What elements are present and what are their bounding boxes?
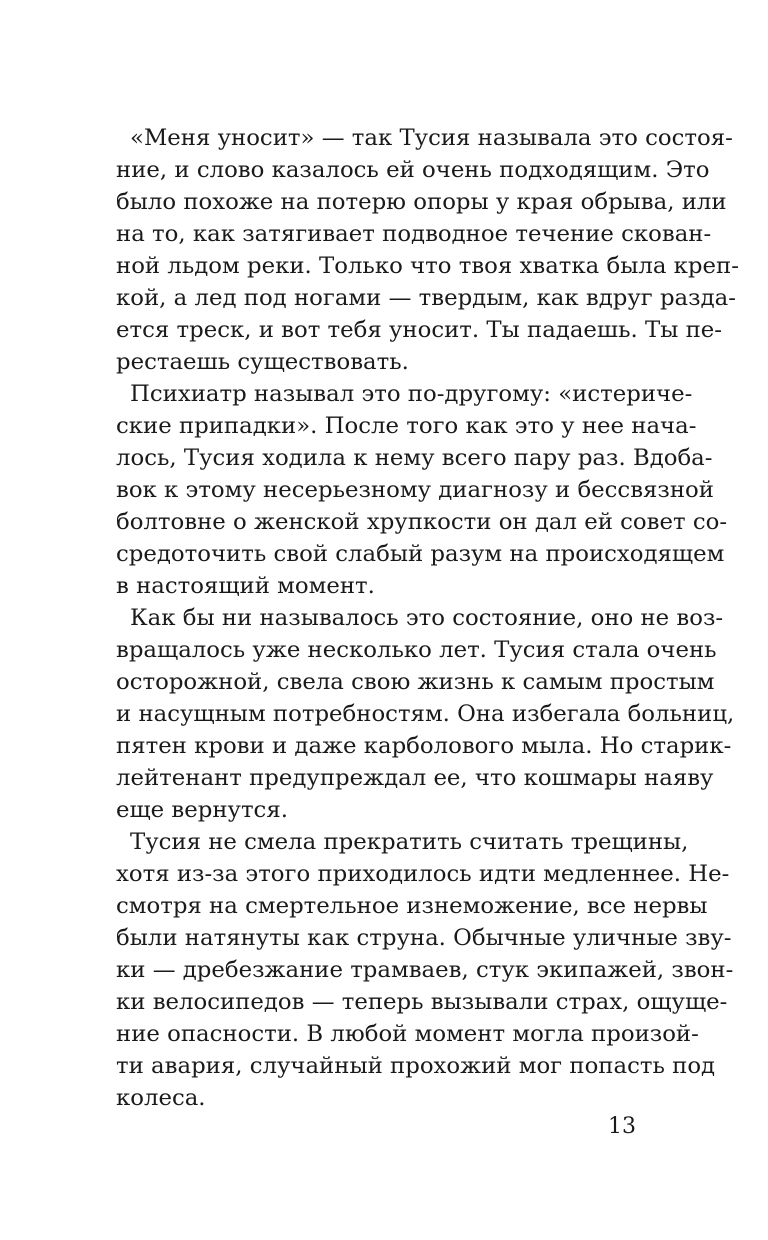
text-line: хотя из-за этого приходилось идти медленнее. Не- bbox=[116, 861, 730, 887]
text-line: Как бы ни называлось это состояние, оно не воз- bbox=[130, 605, 724, 631]
text-line: Психиатр называл это по-другому: «истериче- bbox=[130, 381, 693, 407]
text-line: в настоящий момент. bbox=[116, 573, 375, 599]
text-line: кой, а лед под ногами — твердым, как вдруг разда- bbox=[116, 285, 736, 311]
text-line: средоточить свой слабый разум на происходящем bbox=[116, 541, 725, 567]
text-line: рестаешь существовать. bbox=[116, 349, 409, 375]
paragraph-3 bbox=[116, 602, 735, 826]
text-line: болтовне о женской хрупкости он дал ей совет со- bbox=[116, 509, 728, 535]
text-line: пятен крови и даже карболового мыла. Но старик- bbox=[116, 733, 732, 759]
text-line: ние, и слово казалось ей очень подходящим. Это bbox=[116, 157, 710, 183]
text-line: колеса. bbox=[116, 1085, 206, 1111]
text-line: ется треск, и вот тебя уносит. Ты падаешь. Ты пе- bbox=[116, 317, 722, 343]
text-line: ки велосипедов — теперь вызывали страх, ощуще- bbox=[116, 989, 728, 1015]
text-line: лейтенант предупреждал ее, что кошмары наяву bbox=[116, 765, 714, 791]
text-line: смотря на смертельное изнеможение, все нервы bbox=[116, 893, 708, 919]
text-line: на то, как затягивает подводное течение скован- bbox=[116, 221, 712, 247]
text-line: вок к этому несерьезному диагнозу и бессвязной bbox=[116, 477, 714, 503]
text-line: ки — дребезжание трамваев, стук экипажей, звон- bbox=[116, 957, 734, 983]
text-line: ной льдом реки. Только что твоя хватка была креп- bbox=[116, 253, 739, 279]
text-line: ние опасности. В любой момент могла произой- bbox=[116, 1021, 699, 1047]
text-line: Тусия не смела прекратить считать трещины, bbox=[130, 829, 689, 855]
text-line: осторожной, свела свою жизнь к самым простым bbox=[116, 669, 715, 695]
text-line: и насущным потребностям. Она избегала больниц, bbox=[116, 701, 735, 727]
page-number: 13 bbox=[608, 1114, 636, 1139]
paragraph-1 bbox=[116, 122, 739, 378]
text-line: лось, Тусия ходила к нему всего пару раз. Вдоба- bbox=[116, 445, 713, 471]
body-text bbox=[116, 122, 739, 1114]
text-line: «Меня уносит» — так Тусия называла это состоя- bbox=[130, 125, 733, 151]
text-line: еще вернутся. bbox=[116, 797, 288, 823]
text-line: ти авария, случайный прохожий мог попасть под bbox=[116, 1053, 716, 1079]
text-line: вращалось уже несколько лет. Тусия стала очень bbox=[116, 637, 717, 663]
text-line: ские припадки». После того как это у нее нача- bbox=[116, 413, 697, 439]
text-line: было похоже на потерю опоры у края обрыва, или bbox=[116, 189, 727, 215]
paragraph-4 bbox=[116, 826, 734, 1114]
paragraph-2 bbox=[116, 378, 728, 602]
text-line: были натянуты как струна. Обычные уличные зву- bbox=[116, 925, 732, 951]
